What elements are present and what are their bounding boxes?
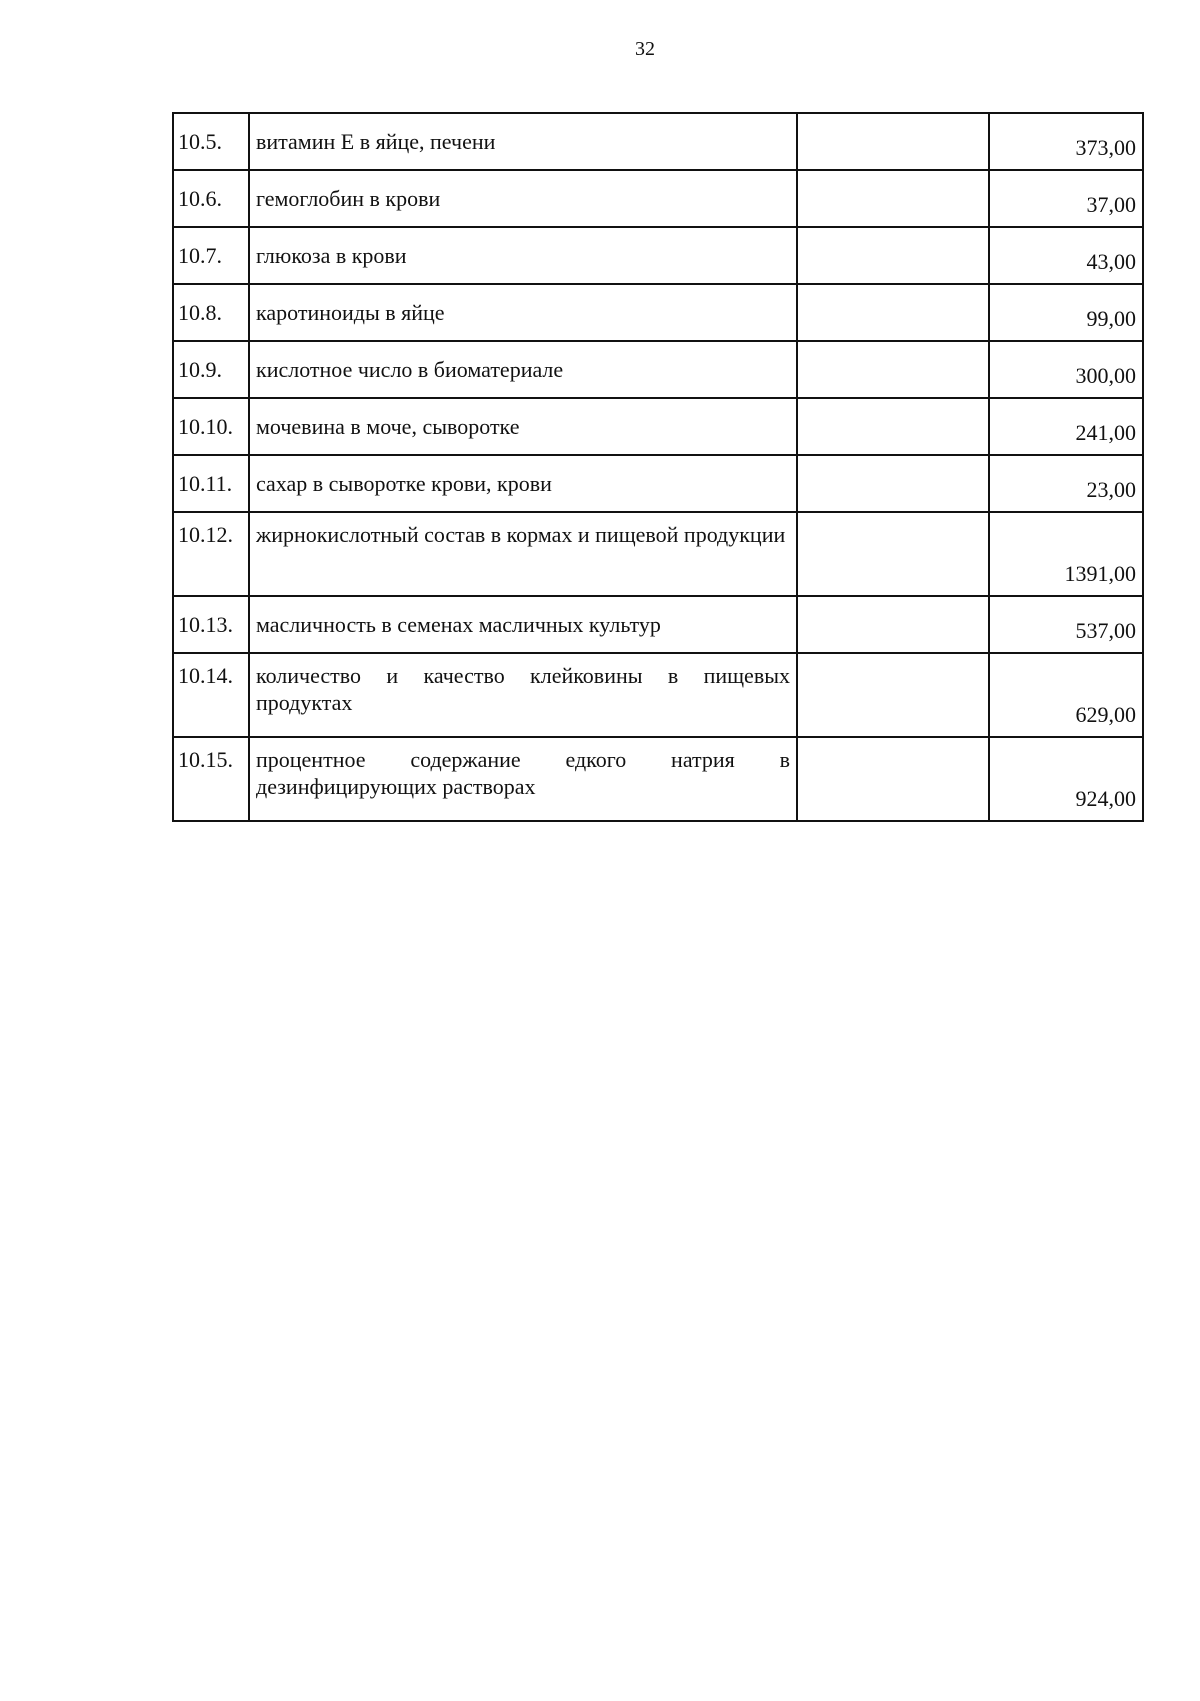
item-name-cell: гемоглобин в крови <box>249 170 797 227</box>
item-name-cell: кислотное число в биоматериале <box>249 341 797 398</box>
empty-cell <box>797 284 989 341</box>
item-price-cell: 1391,00 <box>989 512 1143 596</box>
price-table <box>172 112 1144 822</box>
item-name-cell: количество и качество клейковины в пищевых продуктах <box>249 653 797 737</box>
empty-cell <box>797 653 989 737</box>
table-row <box>173 596 1143 653</box>
item-number-cell: 10.14. <box>173 653 249 737</box>
empty-cell <box>797 227 989 284</box>
empty-cell <box>797 455 989 512</box>
empty-cell <box>797 737 989 821</box>
item-name-cell: жирнокислотный состав в кормах и пищевой продукции <box>249 512 797 596</box>
item-price-cell: 373,00 <box>989 113 1143 170</box>
table-row <box>173 653 1143 737</box>
table-row <box>173 170 1143 227</box>
item-number-cell: 10.6. <box>173 170 249 227</box>
item-price-cell: 99,00 <box>989 284 1143 341</box>
empty-cell <box>797 341 989 398</box>
item-price-cell: 37,00 <box>989 170 1143 227</box>
table-row <box>173 737 1143 821</box>
item-number-cell: 10.12. <box>173 512 249 596</box>
item-number-cell: 10.13. <box>173 596 249 653</box>
table-row <box>173 455 1143 512</box>
item-price-cell: 300,00 <box>989 341 1143 398</box>
table-row <box>173 284 1143 341</box>
item-price-cell: 924,00 <box>989 737 1143 821</box>
price-table-body <box>173 113 1143 821</box>
item-name-cell: каротиноиды в яйце <box>249 284 797 341</box>
item-number-cell: 10.5. <box>173 113 249 170</box>
empty-cell <box>797 512 989 596</box>
table-row <box>173 227 1143 284</box>
table-row <box>173 341 1143 398</box>
item-number-cell: 10.15. <box>173 737 249 821</box>
item-number-cell: 10.10. <box>173 398 249 455</box>
item-price-cell: 23,00 <box>989 455 1143 512</box>
item-price-cell: 241,00 <box>989 398 1143 455</box>
item-price-cell: 629,00 <box>989 653 1143 737</box>
item-name-cell: масличность в семенах масличных культур <box>249 596 797 653</box>
item-name-cell: процентное содержание едкого натрия в дезинфицирующих растворах <box>249 737 797 821</box>
item-number-cell: 10.7. <box>173 227 249 284</box>
page-number: 32 <box>635 38 655 60</box>
item-price-cell: 43,00 <box>989 227 1143 284</box>
empty-cell <box>797 596 989 653</box>
item-number-cell: 10.9. <box>173 341 249 398</box>
item-name-cell: витамин Е в яйце, печени <box>249 113 797 170</box>
item-price-cell: 537,00 <box>989 596 1143 653</box>
item-name-cell: мочевина в моче, сыворотке <box>249 398 797 455</box>
item-number-cell: 10.11. <box>173 455 249 512</box>
table-row <box>173 113 1143 170</box>
table-row <box>173 398 1143 455</box>
table-row <box>173 512 1143 596</box>
item-name-cell: сахар в сыворотке крови, крови <box>249 455 797 512</box>
empty-cell <box>797 170 989 227</box>
item-number-cell: 10.8. <box>173 284 249 341</box>
empty-cell <box>797 398 989 455</box>
empty-cell <box>797 113 989 170</box>
item-name-cell: глюкоза в крови <box>249 227 797 284</box>
